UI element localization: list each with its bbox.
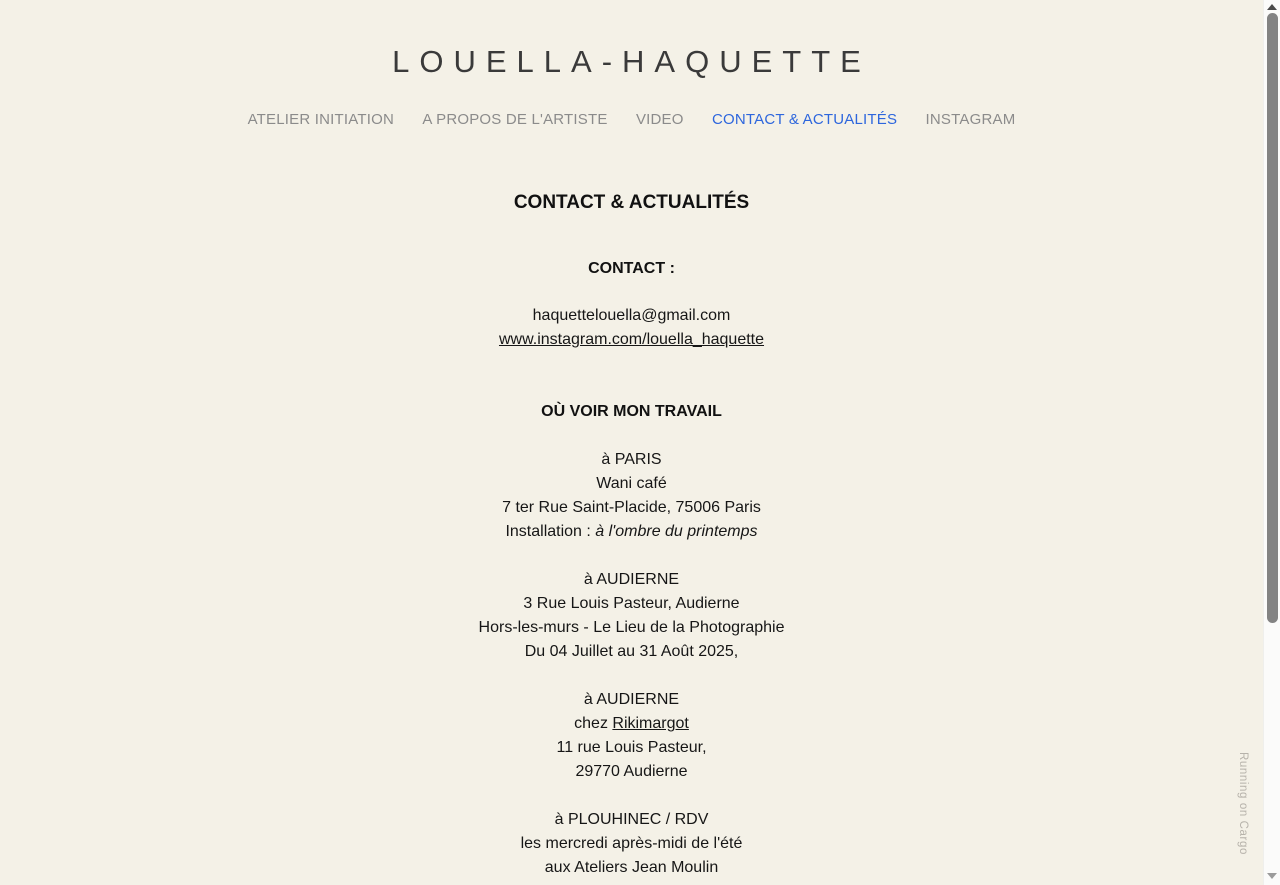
venue-audierne-expo	[0, 568, 1263, 664]
venue-dates: Du 04 Juillet au 31 Août 2025,	[524, 643, 739, 660]
cargo-badge-link[interactable]: Running on Cargo	[1237, 752, 1249, 855]
nav-item-atelier-initiation[interactable]: ATELIER INITIATION	[247, 111, 394, 128]
nav-item-instagram[interactable]: INSTAGRAM	[925, 111, 1016, 128]
venue-address: 7 ter Rue Saint-Placide, 75006 Paris	[502, 499, 761, 516]
venue-schedule: les mercredi après-midi de l'été	[520, 835, 743, 852]
host-prefix: chez	[574, 715, 613, 732]
rikimargot-link[interactable]: Rikimargot	[612, 715, 689, 732]
work-section-heading: OÙ VOIR MON TRAVAIL	[541, 403, 722, 420]
scrollbar[interactable]	[1263, 0, 1280, 885]
instagram-profile-link[interactable]: www.instagram.com/louella_haquette	[498, 331, 765, 348]
venue-name: Wani café	[596, 475, 667, 492]
venue-city: à AUDIERNE	[583, 691, 680, 708]
nav-item-a-propos-de-l-artiste[interactable]: A PROPOS DE L'ARTISTE	[422, 111, 608, 128]
scrollbar-thumb[interactable]	[1267, 13, 1278, 623]
venue-address: 3 Rue Louis Pasteur, Audierne	[523, 595, 740, 612]
nav-item-contact-actualites[interactable]: CONTACT & ACTUALITÉS	[712, 111, 898, 128]
installation-title: à l'ombre du printemps	[595, 523, 758, 540]
scrollbar-up-arrow-icon[interactable]	[1267, 4, 1277, 10]
venue-paris	[0, 448, 1263, 544]
installation-label: Installation :	[505, 523, 596, 540]
venue-host	[0, 712, 1263, 736]
page-heading: CONTACT & ACTUALITÉS	[513, 192, 750, 213]
venue-city: à AUDIERNE	[583, 571, 680, 588]
venue-plouhinec	[0, 808, 1263, 880]
venue-place: aux Ateliers Jean Moulin	[544, 859, 719, 876]
venue-postcode: 29770 Audierne	[575, 763, 688, 780]
main-nav	[0, 110, 1263, 130]
scrollbar-down-arrow-icon[interactable]	[1267, 873, 1277, 879]
contact-section-heading: CONTACT :	[588, 260, 675, 277]
nav-item-video[interactable]: VIDEO	[635, 111, 684, 128]
venue-city: à PLOUHINEC / RDV	[554, 811, 709, 828]
venue-city: à PARIS	[601, 451, 662, 468]
venue-audierne-rikimargot	[0, 688, 1263, 784]
main-content	[0, 191, 1263, 880]
venue-address: 11 rue Louis Pasteur,	[556, 739, 707, 756]
venue-event: Hors-les-murs - Le Lieu de la Photographie	[478, 619, 785, 636]
contact-details	[0, 304, 1263, 352]
contact-email: haquettelouella@gmail.com	[532, 307, 731, 324]
venue-installation	[0, 520, 1263, 544]
site-title[interactable]: LOUELLA-HAQUETTE	[392, 44, 871, 79]
